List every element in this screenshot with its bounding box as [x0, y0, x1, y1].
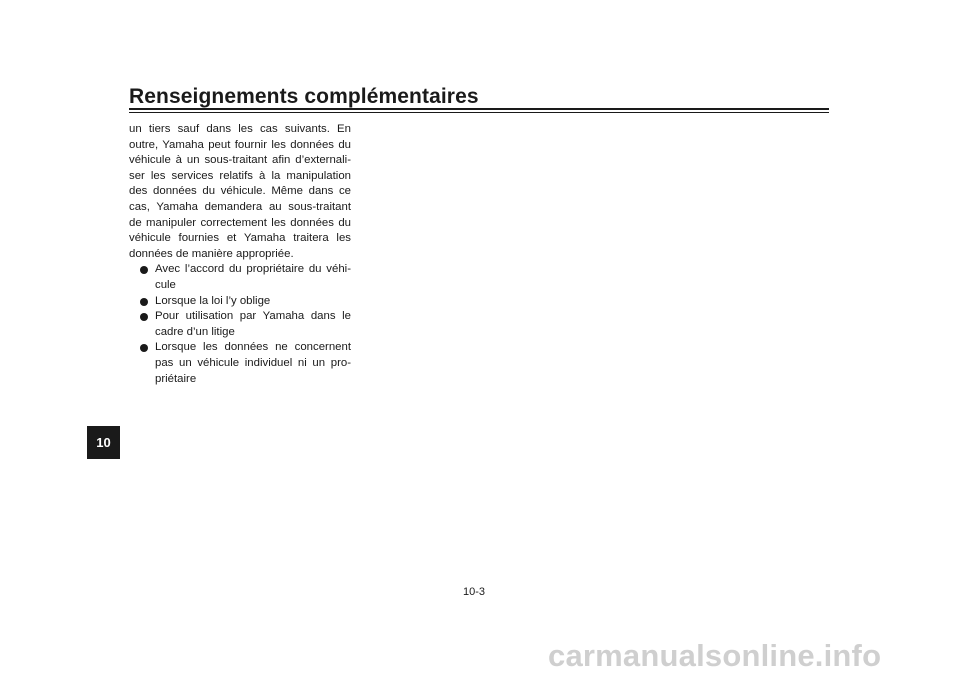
list-item	[129, 294, 351, 310]
watermark: carmanualsonline.info	[548, 638, 882, 673]
bullet-icon	[140, 266, 148, 274]
list-item-text: Pour utilisation par Yamaha dans le cadre d’un litige	[155, 310, 351, 338]
bullet-list	[129, 262, 351, 387]
list-item-text: Lorsque les données ne concernent pas un véhicule individuel ni un pro-priétaire	[155, 341, 351, 385]
page-number: 10-3	[463, 586, 486, 598]
header-rule-thin	[129, 112, 829, 113]
list-item	[129, 309, 351, 340]
list-item-text: Avec l’accord du propriétaire du véhi-cule	[155, 263, 351, 291]
body-paragraph: un tiers sauf dans les cas suivants. En outre, Yamaha peut fournir les données du véhicule à un sous-traitant afin d’externali-ser les services relatifs à la manipulation des données du véhicule. Même dans ce cas, Yamaha demandera au sous-traitant de manipuler correctement les données du véhicule fournies et Yamaha traitera les données de manière appropriée.	[129, 123, 351, 260]
chapter-tab: 10	[87, 426, 120, 459]
main-text-column	[129, 122, 351, 387]
bullet-icon	[140, 344, 148, 352]
list-item	[129, 262, 351, 293]
bullet-icon	[140, 313, 148, 321]
bullet-icon	[140, 298, 148, 306]
list-item-text: Lorsque la loi l’y oblige	[155, 294, 271, 307]
page-title: Renseignements complémentaires	[129, 85, 479, 108]
header-rule-thick	[129, 108, 829, 110]
list-item	[129, 340, 351, 387]
